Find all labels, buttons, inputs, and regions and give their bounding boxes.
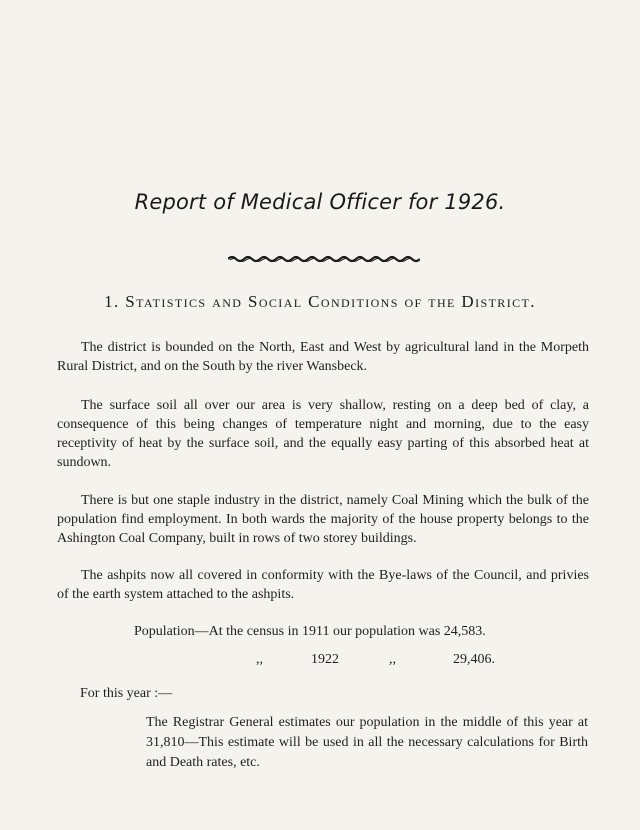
population-ditto-mark-2: ,, bbox=[389, 652, 396, 667]
paragraph-industry: There is but one staple industry in the district, namely Coal Mining which the bulk of the population find employment. In both wards the majority of the house property belongs to the Ashington Coal Company, built in rows of two storey buildings. bbox=[57, 493, 589, 546]
paragraph-ashpits: The ashpits now all covered in conformity with the Bye-laws of the Council, and privies of the earth system attached to the ashpits. bbox=[57, 568, 589, 602]
for-this-year-label: For this year :— bbox=[80, 686, 173, 701]
paragraph-soil: The surface soil all over our area is very shallow, resting on a deep bed of clay, a consequence of this being changes of temperature night and morning, due to the easy receptivity of heat by the surface soil, and the equally easy parting of this absorbed heat at sundown. bbox=[57, 398, 589, 470]
section-heading: 1. Statistics and Social Conditions of the District. bbox=[104, 292, 536, 311]
paragraph-boundaries: The district is bounded on the North, East and West by agricultural land in the Morpeth Rural District, and on the South by the river Wansbeck. bbox=[57, 340, 589, 374]
paragraph-registrar-estimate: The Registrar General estimates our population in the middle of this year at 31,810—This estimate will be used in all the necessary calculations for Birth and Death rates, etc. bbox=[146, 715, 588, 770]
population-ditto-mark: ,, bbox=[256, 652, 263, 667]
population-year-1922: 1922 bbox=[311, 652, 339, 667]
population-value-1922: 29,406. bbox=[453, 652, 495, 667]
population-census-line: Population—At the census in 1911 our population was 24,583. bbox=[134, 624, 486, 639]
decorative-ornament-rule bbox=[228, 254, 420, 264]
report-title: Report of Medical Officer for 1926. bbox=[134, 190, 506, 214]
